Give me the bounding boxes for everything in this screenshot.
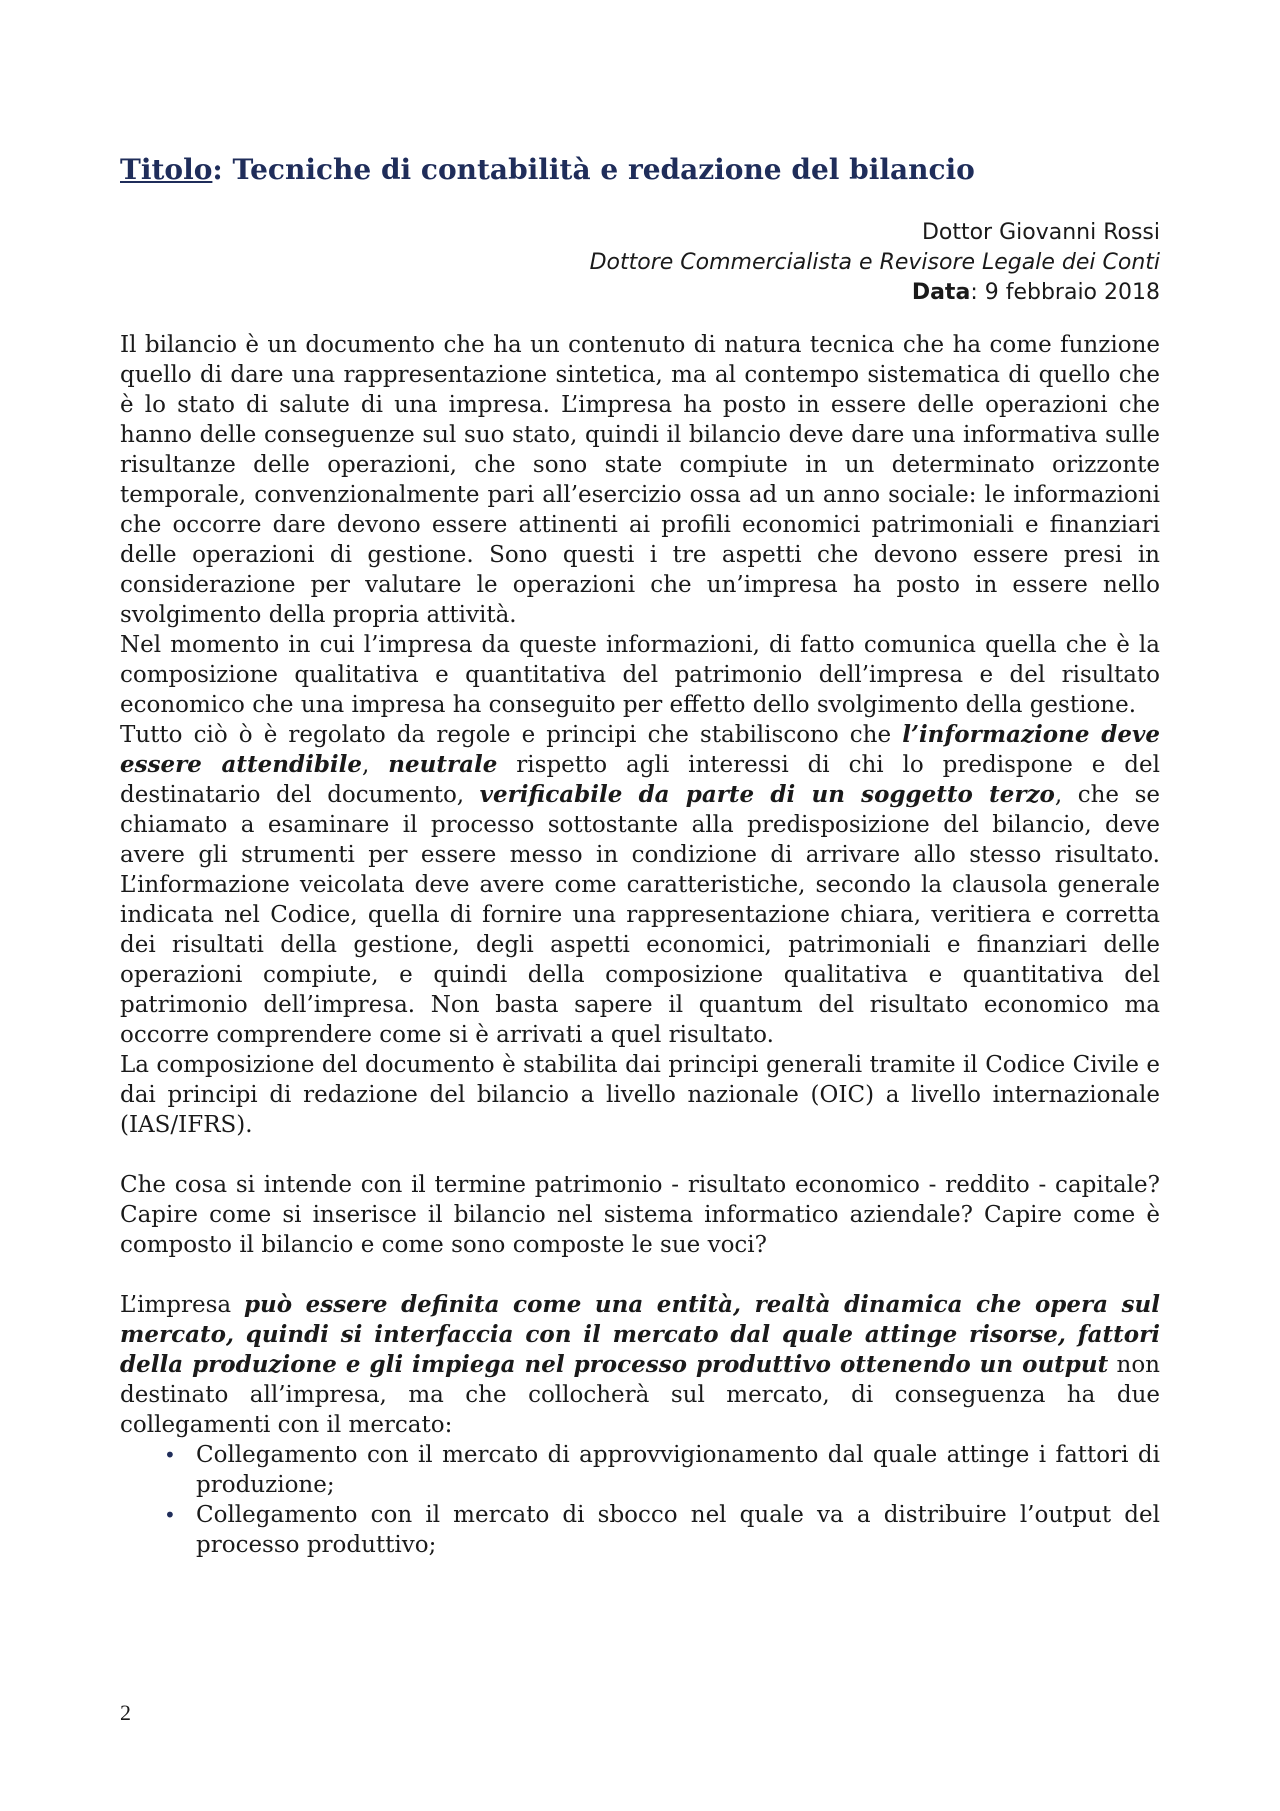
paragraph-2: Nel momento in cui l’impresa da queste informazioni, di fatto comunica quella che è la composizione qualitativa e quantitativa del patrimonio dell’impresa e del risultato economico che una impresa ha conseguito per effetto dello svolgimento della gestione. xyxy=(120,632,1160,718)
paragraph-1: Il bilancio è un documento che ha un contenuto di natura tecnica che ha come funzione quello di dare una rappresentazione sintetica, ma al contempo sistematica di quello che è lo stato di salute di una impresa. L’impresa ha posto in essere delle operazioni che hanno delle conseguenze sul suo stato, quindi il bilancio deve dare una informativa sulle risultanze delle operazioni, che sono state compiute in un determinato orizzonte temporale, convenzionalmente pari all’esercizio ossa ad un anno sociale: le informazioni che occorre dare devono essere attinenti ai profili economici patrimoniali e finanziari delle operazioni di gestione. Sono questi i tre aspetti che devono essere presi in considerazione per valutare le operazioni che un’impresa ha posto in essere nello svolgimento della propria attività. xyxy=(120,332,1160,628)
author-block xyxy=(120,218,1160,308)
paragraph-3-part-c: , xyxy=(362,752,389,778)
paragraph-6-part-a: L’impresa xyxy=(120,1292,244,1318)
title-text: Tecniche di contabilità e redazione del bilancio xyxy=(222,153,975,186)
paragraph-3-part-g: , che se chiamato a esaminare il processo sottostante alla predisposizione del bilancio, deve avere gli strumenti per essere messo in condizione di arrivare allo stesso risultato. L’informazione veicolata deve avere come caratteristiche, secondo la clausola generale indicata nel Codice, quella di fornire una rappresentazione chiara, veritiera e corretta dei risultati della gestione, degli aspetti economici, patrimoniali e finanziari delle operazioni compiute, e quindi della composizione qualitativa e quantitativa del patrimonio dell’impresa. Non basta sapere il quantum del risultato economico ma occorre comprendere come si è arrivati a quel risultato. xyxy=(120,782,1161,1048)
paragraph-3 xyxy=(120,720,1160,1050)
paragraph-3-part-a: Tutto ciò ò è regolato da regole e principi che stabiliscono che xyxy=(120,722,903,748)
paragraph-5: Che cosa si intende con il termine patrimonio - risultato economico - reddito - capitale? Capire come si inserisce il bilancio nel sistema informatico aziendale? Capire come è composto il bilancio e come sono composte le sue voci? xyxy=(120,1172,1160,1258)
paragraph-6-part-c: non destinato all’impresa, ma che collocherà sul mercato, di conseguenza ha due collegamenti con il mercato: xyxy=(120,1352,1160,1438)
body-text xyxy=(120,330,1160,1560)
title-separator: : xyxy=(212,153,223,186)
date-label: Data xyxy=(911,280,971,305)
date-value: : 9 febbraio 2018 xyxy=(970,280,1160,305)
emphasis-attendibile: l’informazione deve essere attendibile xyxy=(120,721,1160,778)
author-name: Dottor Giovanni Rossi xyxy=(921,220,1160,245)
bullet-list xyxy=(120,1440,1160,1560)
author-role: Dottore Commercialista e Revisore Legale dei Conti xyxy=(589,250,1160,275)
list-item: • Collegamento con il mercato di sbocco nel quale va a distribuire l’output del processo produttivo; xyxy=(196,1500,1160,1560)
paragraph-6 xyxy=(120,1290,1160,1440)
document-date xyxy=(120,278,1160,308)
emphasis-neutrale: neutrale xyxy=(388,751,498,778)
paragraph-3-part-e: rispetto agli interessi di chi lo predispone e del destinatario del documento, xyxy=(120,752,1160,808)
list-item: • Collegamento con il mercato di approvvigionamento dal quale attinge i fattori di produzione; xyxy=(196,1440,1160,1500)
title-label: Titolo xyxy=(120,153,213,186)
paragraph-4: La composizione del documento è stabilita dai principi generali tramite il Codice Civile e dai principi di redazione del bilancio a livello nazionale (OIC) a livello internazionale (IAS/IFRS). xyxy=(120,1052,1160,1138)
document-content xyxy=(120,150,1160,1560)
emphasis-impresa-definition: può essere definita come una entità, realtà dinamica che opera sul mercato, quindi si interfaccia con il mercato dal quale attinge risorse, fattori della produzione e gli impiega nel processo produttivo ottenendo un output xyxy=(120,1291,1160,1378)
emphasis-verificabile: verificabile da parte di un soggetto terzo xyxy=(479,781,1055,808)
page-number: 2 xyxy=(120,1700,131,1725)
document-title xyxy=(120,150,1160,190)
